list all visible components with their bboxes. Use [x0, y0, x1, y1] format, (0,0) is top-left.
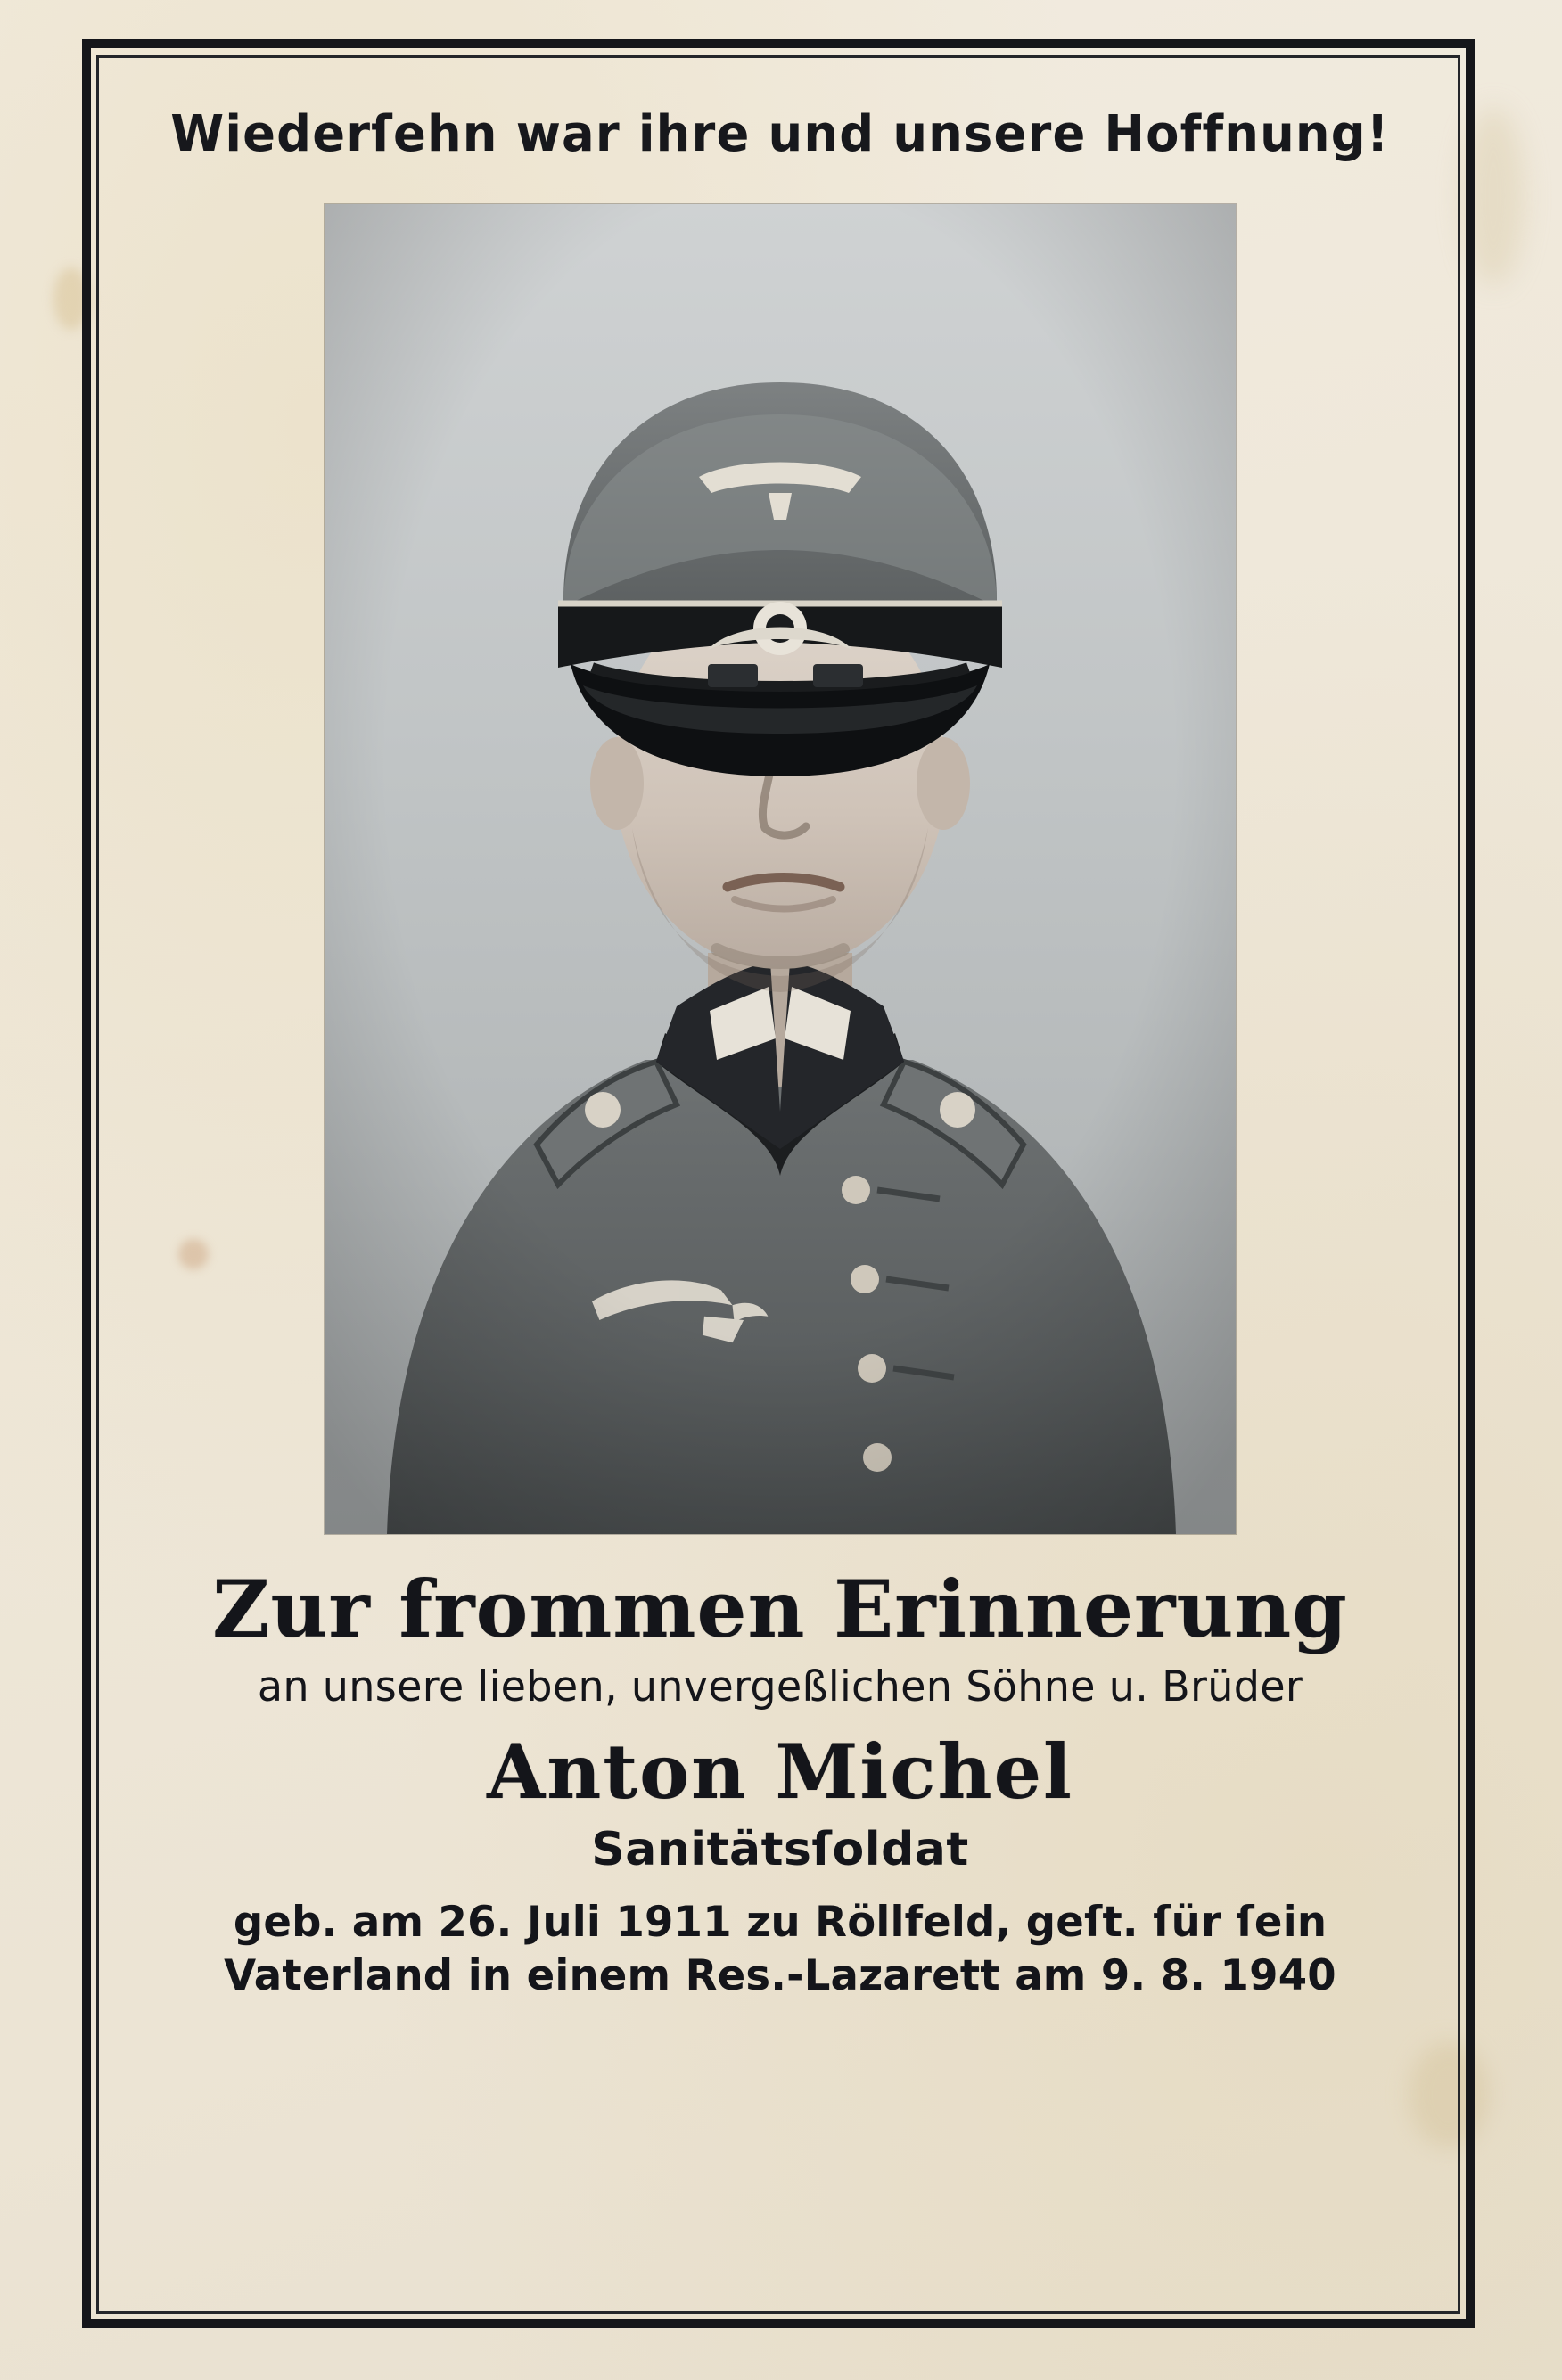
- memorial-text-block: [116, 1563, 1444, 2003]
- dates-line-1: geb. am 26. Juli 1911 zu Röllfeld, geſt. ſür ſein: [233, 1897, 1328, 1947]
- dates-block: [122, 1896, 1437, 2003]
- deceased-name: Anton Michel: [487, 1727, 1073, 1816]
- dates-line-2: Vaterland in einem Res.-Lazarett am 9. 8. 1940: [224, 1950, 1336, 2000]
- deceased-rank: Sanitätsſoldat: [591, 1822, 969, 1876]
- portrait-illustration: [325, 204, 1236, 1534]
- card-content: [116, 71, 1444, 2300]
- memorial-subtitle: an unsere lieben, unvergeßlichen Söhne u. Brüder: [257, 1662, 1303, 1711]
- portrait-photo: [325, 204, 1236, 1534]
- header-line: Wiederſehn war ihre und unsere Hoffnung!: [170, 105, 1390, 163]
- memorial-title: Zur frommen Erinnerung: [212, 1563, 1348, 1655]
